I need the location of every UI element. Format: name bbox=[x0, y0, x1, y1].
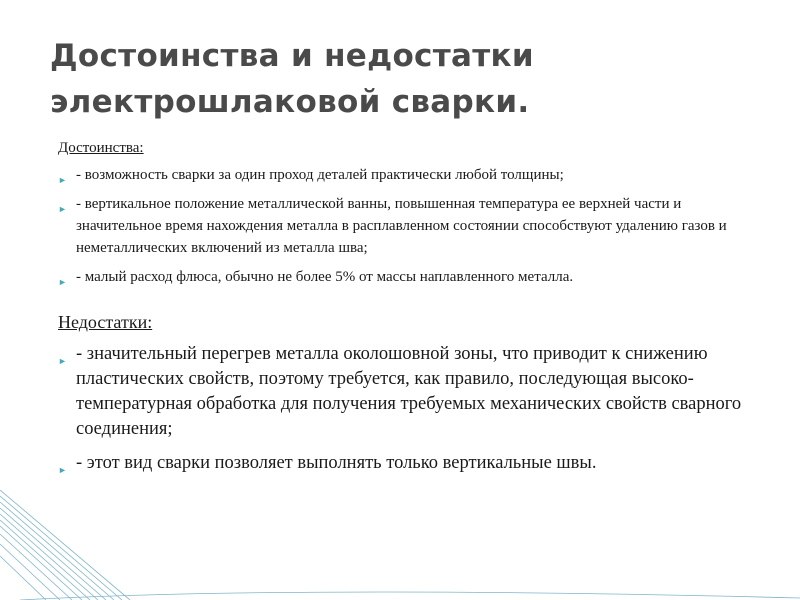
advantages-list bbox=[58, 164, 758, 288]
list-item-text: - возможность сварки за один проход деталей практически любой толщины; bbox=[76, 167, 564, 183]
disadvantages-heading: Недостатки: bbox=[58, 312, 153, 332]
list-item bbox=[58, 266, 758, 288]
list-item-text: - этот вид сварки позволяет выполнять только вертикальные швы. bbox=[76, 453, 597, 473]
corner-wave-decoration bbox=[0, 490, 800, 600]
slide-title: Достоинства и недостатки электрошлаковой сварки. bbox=[50, 38, 534, 120]
triangle-bullet-icon: ► bbox=[58, 356, 67, 366]
triangle-bullet-icon: ► bbox=[58, 277, 67, 287]
list-item bbox=[58, 342, 758, 442]
triangle-bullet-icon: ► bbox=[58, 175, 67, 185]
list-item bbox=[58, 164, 758, 186]
list-item bbox=[58, 451, 758, 476]
slide-content bbox=[58, 138, 758, 485]
triangle-bullet-icon: ► bbox=[58, 204, 67, 214]
list-item-text: - значительный перегрев металла околошовной зоны, что приводит к снижению пластических свойств, поэтому требуется, как правило, последующая высоко-температурная обработка для получения требуемых механических свойств сварного соединения; bbox=[76, 344, 742, 439]
advantages-heading: Достоинства: bbox=[58, 140, 144, 156]
disadvantages-list bbox=[58, 342, 758, 476]
list-item-text: - вертикальное положение металлической ванны, повышенная температура ее верхней части и значительное время нахождения металла в расплавленном состоянии способствуют удалению газов и неметаллических включений из металла шва; bbox=[76, 196, 727, 256]
list-item bbox=[58, 193, 758, 259]
triangle-bullet-icon: ► bbox=[58, 465, 67, 475]
list-item-text: - малый расход флюса, обычно не более 5% от массы наплавленного металла. bbox=[76, 269, 574, 285]
